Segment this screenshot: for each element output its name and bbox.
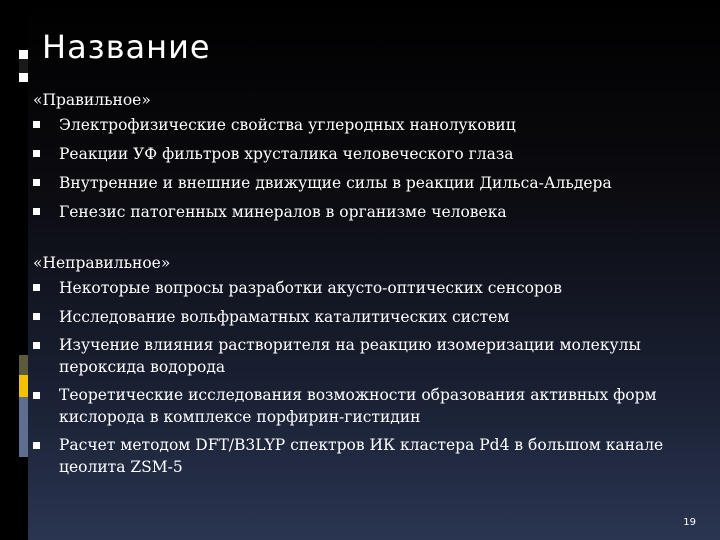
list-item-text: Генезис патогенных минералов в организме человека	[59, 203, 507, 221]
list-item-text: Исследование вольфраматных каталитических систем	[59, 308, 510, 326]
list-item	[33, 113, 693, 142]
list-item	[33, 384, 693, 434]
list-item-text: Некоторые вопросы разработки акусто-оптических сенсоров	[59, 279, 562, 297]
square-bullet-icon	[33, 179, 40, 186]
square-bullet-icon	[33, 342, 40, 349]
list-item	[33, 142, 693, 171]
slide-title: Название	[42, 28, 211, 66]
section-correct	[33, 87, 693, 229]
square-bullet-icon	[33, 392, 40, 399]
square-bullet-icon	[33, 150, 40, 157]
list-item-text: Внутренние и внешние движущие силы в реакции Дильса-Альдера	[59, 174, 612, 192]
list-item	[33, 305, 693, 334]
list-item	[33, 200, 693, 229]
list-item	[33, 276, 693, 305]
square-bullet-icon	[33, 313, 40, 320]
section-spacer	[33, 229, 693, 250]
accent-bar-yellow	[19, 375, 28, 397]
bullet-list	[33, 276, 693, 484]
list-item-text: Реакции УФ фильтров хрусталика человеческого глаза	[59, 145, 514, 163]
section-incorrect	[33, 250, 693, 484]
bullet-list	[33, 113, 693, 229]
square-bullet-icon	[33, 121, 40, 128]
square-bullet-icon	[33, 442, 40, 449]
page-number: 19	[683, 517, 696, 528]
list-item	[33, 434, 693, 484]
list-item	[33, 334, 693, 384]
accent-bar-blue	[19, 397, 28, 457]
list-item	[33, 171, 693, 200]
list-item-text: Электрофизические свойства углеродных нанолуковиц	[59, 116, 516, 134]
accent-bar-olive	[19, 355, 28, 375]
list-item-text: Теоретические исследования возможности образования активных форм кислорода в комплексе порфирин-гистидин	[59, 386, 657, 426]
square-bullet-icon	[33, 208, 40, 215]
slide-content	[33, 87, 693, 484]
section-heading: «Неправильное»	[33, 254, 171, 272]
list-item-text: Изучение влияния растворителя на реакцию изомеризации молекулы пероксида водорода	[59, 336, 641, 376]
list-item-text: Расчет методом DFT/B3LYP спектров ИК кластера Pd4 в большом канале цеолита ZSM-5	[59, 436, 664, 476]
square-bullet-icon	[33, 284, 40, 291]
section-heading: «Правильное»	[33, 91, 151, 109]
title-accent-inner	[19, 56, 28, 76]
